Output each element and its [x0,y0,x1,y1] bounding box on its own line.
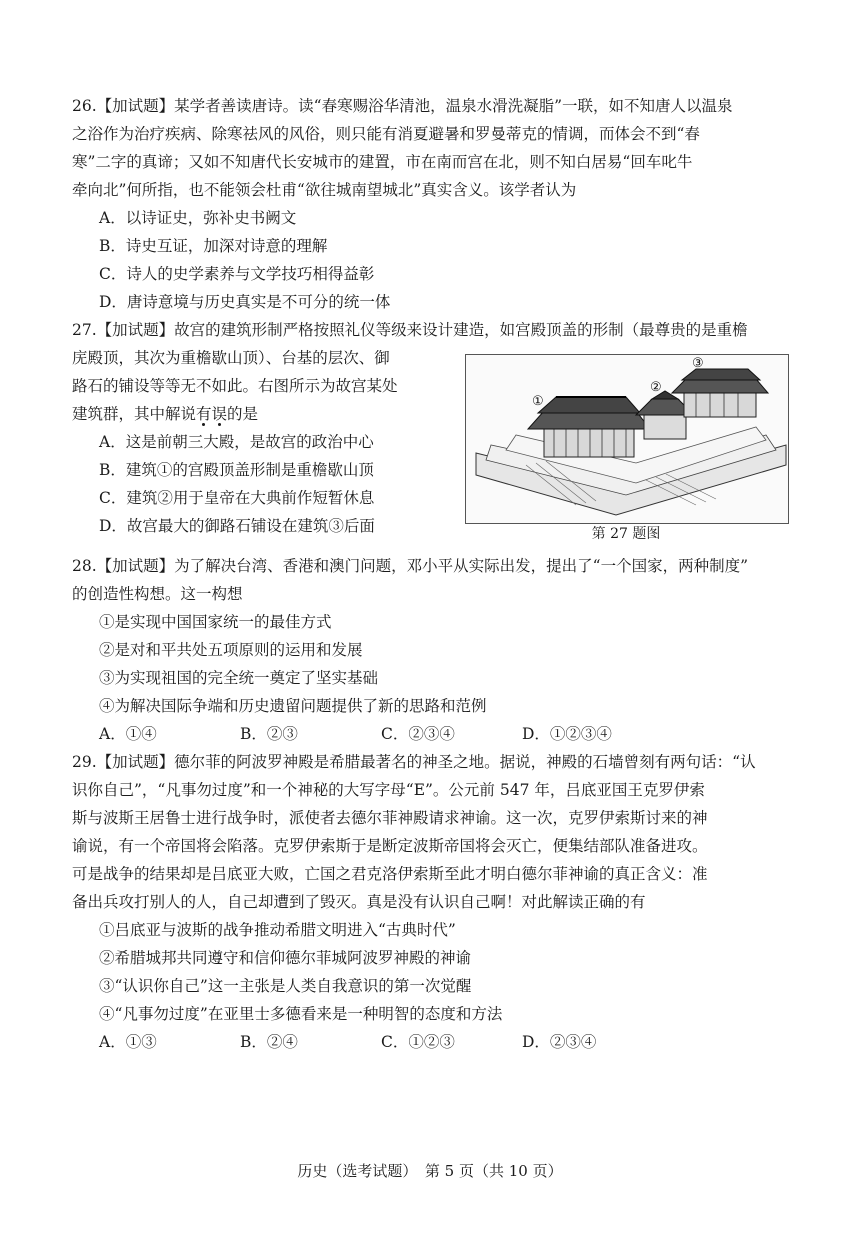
question-27-option-d: D．故宫最大的御路石铺设在建筑③后面 [99,517,375,535]
question-29-options [72,1028,792,1056]
figure-label-3: ③ [692,356,704,371]
question-28-stem-line: 的创造性构想。这一构想 [72,585,243,603]
question-28-stem-line: 28.【加试题】为了解决台湾、香港和澳门问题，邓小平从实际出发，提出了“一个国家，两种制度” [72,557,749,575]
question-28-option-a: A．①④ [99,725,157,743]
question-26-stem-line: 寒”二字的真谛；又如不知唐代长安城市的建置，市在南而宫在北，则不知白居易“回车叱牛 [72,153,693,171]
question-29 [72,748,792,1056]
palace-drawing [466,355,788,523]
question-26-stem-line: 26.【加试题】某学者善读唐诗。读“春寒赐浴华清池，温泉水滑洗凝脂”一联，如不知唐人以温泉 [72,97,733,115]
question-26-option-b: B．诗史互证，加深对诗意的理解 [99,237,328,255]
question-29-stem-line: 备出兵攻打别人的人，自己却遭到了毁灭。真是没有认识自己啊！对此解读正确的有 [72,893,646,911]
emphasis-char: 有 [196,405,212,423]
question-29-stem-line: 可是战争的结果却是吕底亚大败，亡国之君克洛伊索斯至此才明白德尔菲神谕的真正含义：准 [72,865,708,883]
question-26-option-d: D．唐诗意境与历史真实是不可分的统一体 [99,293,391,311]
question-28-statement: ①是实现中国国家统一的最佳方式 [99,613,332,631]
stem-text: 建筑群，其中解说 [72,405,197,423]
figure-label-2: ② [650,380,662,395]
question-28-option-d: D．①②③④ [522,725,612,743]
question-26-stem-line: 之浴作为治疗疾病、除寒祛风的风俗，则只能有消夏避暑和罗曼蒂克的情调，而体会不到“春 [72,125,700,143]
stem-text: 的是 [227,405,259,423]
question-29-stem-line: 识你自己”，“凡事勿过度”和一个神秘的大写字母“E”。公元前 547 年，吕底亚国王克罗伊索 [72,781,705,799]
question-29-option-d: D．②③④ [522,1033,597,1051]
question-27-option-c: C．建筑②用于皇帝在大典前作短暂休息 [99,489,375,507]
question-29-option-c: C．①②③ [381,1033,455,1051]
question-29-statement: ①吕底亚与波斯的战争推动希腊文明进入“古典时代” [99,921,456,939]
question-29-stem-line: 谕说，有一个帝国将会陷落。克罗伊索斯于是断定波斯帝国将会灭亡，便集结部队准备进攻。 [72,837,708,855]
question-28-statement: ④为解决国际争端和历史遗留问题提供了新的思路和范例 [99,697,487,715]
figure-label-1: ① [532,394,544,409]
question-28-option-c: C．②③④ [381,725,455,743]
question-27-stem-line: 路石的铺设等等无不如此。右图所示为故宫某处 [72,377,398,395]
question-27-option-a: A．这是前朝三大殿，是故宫的政治中心 [99,433,374,451]
question-26 [72,92,792,316]
question-29-statement: ④“凡事勿过度”在亚里士多德看来是一种明智的态度和方法 [99,1005,503,1023]
question-28-options [72,720,792,748]
question-29-stem-line: 29.【加试题】德尔菲的阿波罗神殿是希腊最著名的神圣之地。据说，神殿的石墙曾刻有两句话：“认 [72,753,756,771]
question-28 [72,552,792,748]
palace-illustration [465,354,789,524]
question-29-option-a: A．①③ [99,1033,157,1051]
question-28-option-b: B．②③ [240,725,298,743]
question-27-option-b: B．建筑①的宫殿顶盖形制是重檐歇山顶 [99,461,374,479]
question-27-stem-line: 庑殿顶，其次为重檐歇山顶）、台基的层次、御 [72,349,390,367]
question-26-option-c: C．诗人的史学素养与文学技巧相得益彰 [99,265,375,283]
question-29-stem-line: 斯与波斯王居鲁士进行战争时，派使者去德尔菲神殿请求神谕。这一次，克罗伊索斯讨来的神 [72,809,708,827]
question-27-stem-line: 27.【加试题】故宫的建筑形制严格按照礼仪等级来设计建造，如宫殿顶盖的形制（最尊贵的是重檐 [72,321,748,339]
building-1 [528,397,650,457]
question-26-option-a: A．以诗证史，弥补史书阙文 [99,209,297,227]
question-29-statement: ②希腊城邦共同遵守和信仰德尔菲城阿波罗神殿的神谕 [99,949,472,967]
question-26-stem-line: 牵向北”何所指，也不能领会杜甫“欲往城南望城北”真实含义。该学者认为 [72,181,577,199]
question-28-statement: ②是对和平共处五项原则的运用和发展 [99,641,363,659]
page-footer: 历史（选考试题） 第 5 页（共 10 页） [297,1162,563,1180]
question-29-option-b: B．②④ [240,1033,298,1051]
building-3 [672,369,768,417]
emphasis-char: 误 [211,405,228,423]
question-28-statement: ③为实现祖国的完全统一奠定了坚实基础 [99,669,379,687]
question-29-statement: ③“认识你自己”这一主张是人类自我意识的第一次觉醒 [99,977,472,995]
figure-caption: 第 27 题图 [591,526,661,542]
